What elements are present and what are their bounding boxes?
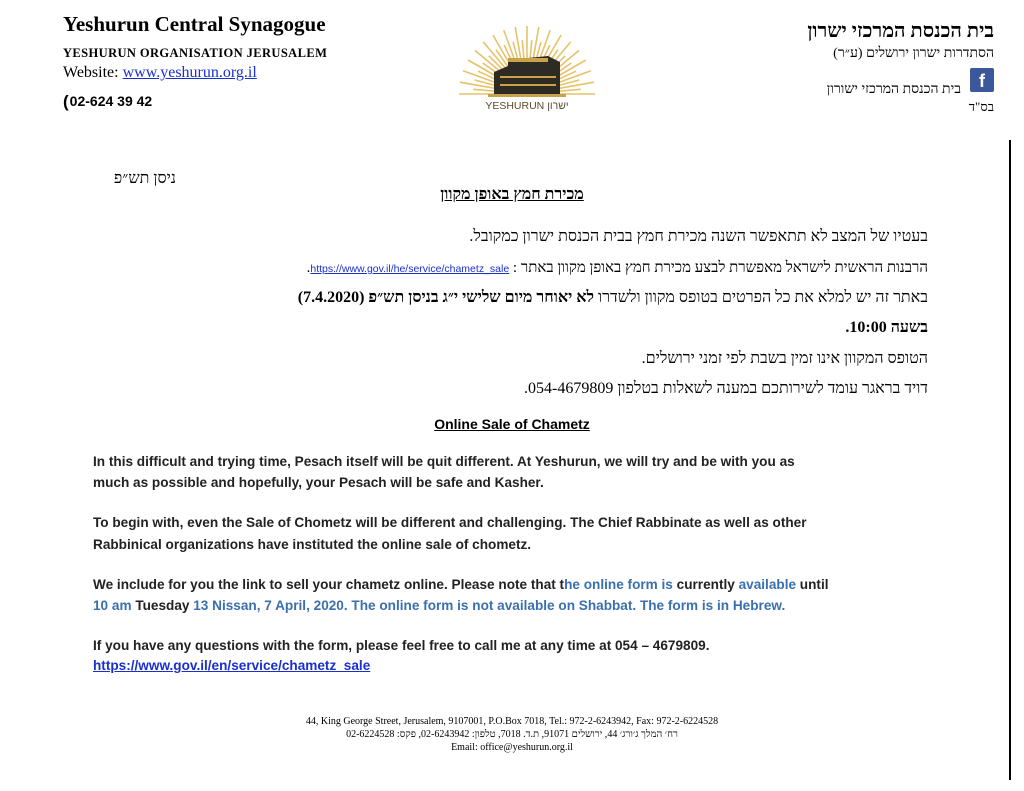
hebrew-line-4: בשעה 10:00. bbox=[845, 319, 928, 336]
organisation-name-hebrew: הסתדרות ישרון ירושלים (ע״ר) bbox=[833, 46, 994, 61]
logo-ray bbox=[473, 89, 497, 91]
logo-ray bbox=[460, 82, 497, 89]
hebrew-line-2-text: הרבנות הראשית לישראל מאפשרת לבצע מכירת חמץ באופן מקוון באתר : bbox=[512, 260, 928, 276]
logo-roof bbox=[508, 58, 548, 62]
facebook-page-name: בית הכנסת המרכזי ישורון bbox=[826, 82, 961, 97]
organisation-name-english: YESHURUN ORGANISATION JERUSALEM bbox=[63, 46, 328, 60]
hebrew-chametz-link[interactable]: https://www.gov.il/he/service/chametz_sale bbox=[310, 263, 510, 275]
hebrew-line-3 bbox=[298, 289, 928, 307]
website-link[interactable]: www.yeshurun.org.il bbox=[122, 64, 257, 81]
logo-ray bbox=[557, 82, 594, 89]
footer-address-hebrew: רח׳ המלך ג׳ורג׳ 44, ירושלים 91071, ת.ד. 7018, טלפון: 02-6243942, פקס: 02-6224528 bbox=[346, 729, 678, 740]
footer-email: Email: office@yeshurun.org.il bbox=[451, 742, 573, 753]
hebrew-deadline: לא יאוחר מיום שלישי י״ג בניסן תש״פ (7.4.2020) bbox=[297, 289, 595, 306]
hebrew-line-3-text: באתר זה יש למלא את כל הפרטים בטופס מקוון ולשדרו bbox=[598, 289, 928, 306]
english-chametz-link[interactable]: https://www.gov.il/en/service/chametz_sale bbox=[93, 658, 371, 673]
hebrew-date: ניסן תש״פ bbox=[113, 170, 176, 187]
english-paragraph-3-line-2: 10 am Tuesday 13 Nissan, 7 April, 2020. The online form is not available on Shabbat. The form is in Hebrew. bbox=[93, 598, 786, 613]
bsd-mark: בס"ד bbox=[968, 99, 994, 114]
synagogue-name-hebrew: בית הכנסת המרכזי ישרון bbox=[807, 20, 994, 42]
hebrew-line-6: דויד בראגר עומד לשירותכם במענה לשאלות בטלפון 054-4679809. bbox=[524, 380, 928, 397]
facebook-icon[interactable]: f bbox=[970, 68, 994, 92]
logo-caption: YESHURUN ישרון bbox=[485, 100, 569, 112]
english-paragraph-1-line-1: In this difficult and trying time, Pesach itself will be quit different. At Yeshurun, we will try and be with you as bbox=[93, 454, 795, 469]
english-paragraph-2-line-2: Rabbinical organizations have instituted the online sale of chometz. bbox=[93, 537, 532, 552]
hebrew-line-5: הטופס המקוון אינו זמין בשבת לפי זמני ירושלים. bbox=[641, 350, 928, 367]
website-line bbox=[63, 64, 257, 82]
english-paragraph-1-line-2: much as possible and hopefully, your Pesach will be safe and Kasher. bbox=[93, 475, 544, 490]
vertical-divider bbox=[1009, 140, 1011, 780]
website-label: Website: bbox=[63, 64, 119, 81]
hebrew-line-2: הרבנות הראשית לישראל מאפשרת לבצע מכירת חמץ באופן מקוון באתר : https://www.gov.il/he/service/chametz_sale. bbox=[306, 260, 928, 276]
footer-address-english: 44, King George Street, Jerusalem, 9107001, P.O.Box 7018, Tel.: 972-2-6243942, Fax: 972-2-6224528 bbox=[305, 716, 719, 727]
synagogue-name-english: Yeshurun Central Synagogue bbox=[63, 12, 326, 36]
english-link-line bbox=[93, 658, 370, 673]
phone-icon: ( bbox=[63, 92, 69, 111]
logo-ray bbox=[557, 89, 581, 91]
english-paragraph-2-line-1: To begin with, even the Sale of Chometz will be different and challenging. The Chief Rabbinate as well as other bbox=[93, 515, 807, 530]
hebrew-line-1: בעטיו של המצב לא תתאפשר השנה מכירת חמץ בבית הכנסת ישרון כמקובל. bbox=[469, 228, 928, 245]
logo-base bbox=[488, 94, 566, 97]
english-heading: Online Sale of Chametz bbox=[434, 416, 590, 432]
phone-line bbox=[63, 92, 152, 112]
phone-number: 02-624 39 42 bbox=[69, 93, 153, 109]
english-paragraph-3-line-1: We include for you the link to sell your chametz online. Please note that the online form is currently available until bbox=[93, 577, 829, 592]
english-paragraph-4: If you have any questions with the form, please feel free to call me at any time at 054 – 4679809. bbox=[93, 638, 710, 653]
hebrew-heading: מכירת חמץ באופן מקוון bbox=[440, 186, 584, 203]
